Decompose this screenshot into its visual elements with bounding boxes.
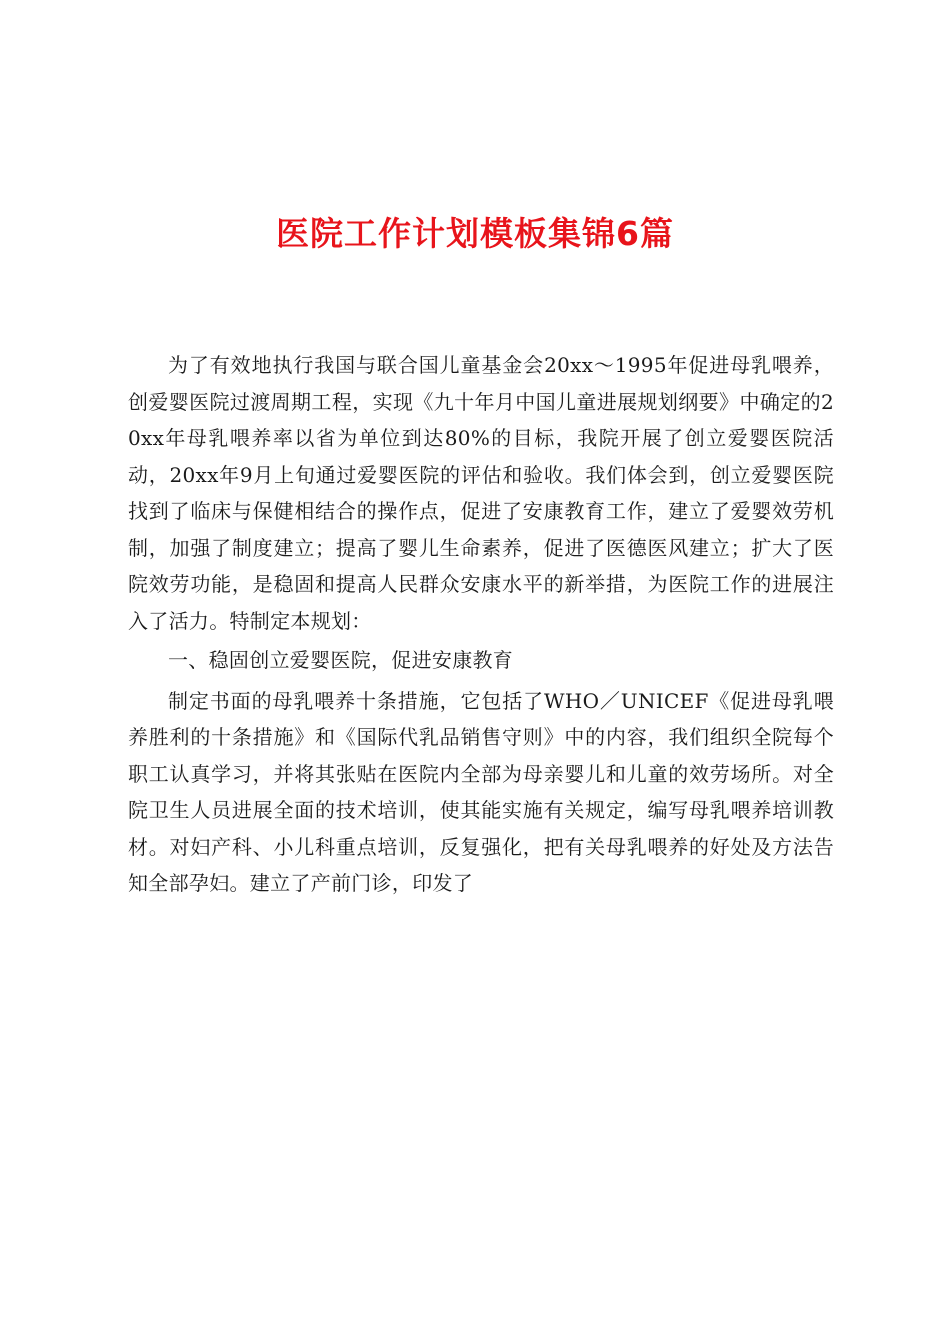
section-heading-1: 一、稳固创立爱婴医院，促进安康教育	[168, 648, 514, 672]
document-body	[128, 347, 834, 902]
paragraph-intro: 为了有效地执行我国与联合国儿童基金会20xx～1995年促进母乳喂养，创爱婴医院过渡周期工程，实现《九十年月中国儿童进展规划纲要》中确定的20xx年母乳喂养率以省为单位到达80%的目标，我院开展了创立爱婴医院活动，20xx年9月上旬通过爱婴医院的评估和验收。我们体会到，创立爱婴医院找到了临床与保健相结合的操作点，促进了安康教育工作，建立了爱婴效劳机制，加强了制度建立；提高了婴儿生命素养，促进了医德医风建立；扩大了医院效劳功能，是稳固和提高人民群众安康水平的新举措，为医院工作的进展注入了活力。特制定本规划：	[128, 353, 834, 633]
paragraph-section-1: 制定书面的母乳喂养十条措施，它包括了WHO／UNICEF《促进母乳喂养胜利的十条措施》和《国际代乳品销售守则》中的内容，我们组织全院每个职工认真学习，并将其张贴在医院内全部为母亲婴儿和儿童的效劳场所。对全院卫生人员进展全面的技术培训，使其能实施有关规定，编写母乳喂养培训教材。对妇产科、小儿科重点培训，反复强化，把有关母乳喂养的好处及方法告知全部孕妇。建立了产前门诊，印发了	[128, 688, 834, 895]
document-title: 医院工作计划模板集锦6篇	[276, 214, 674, 253]
